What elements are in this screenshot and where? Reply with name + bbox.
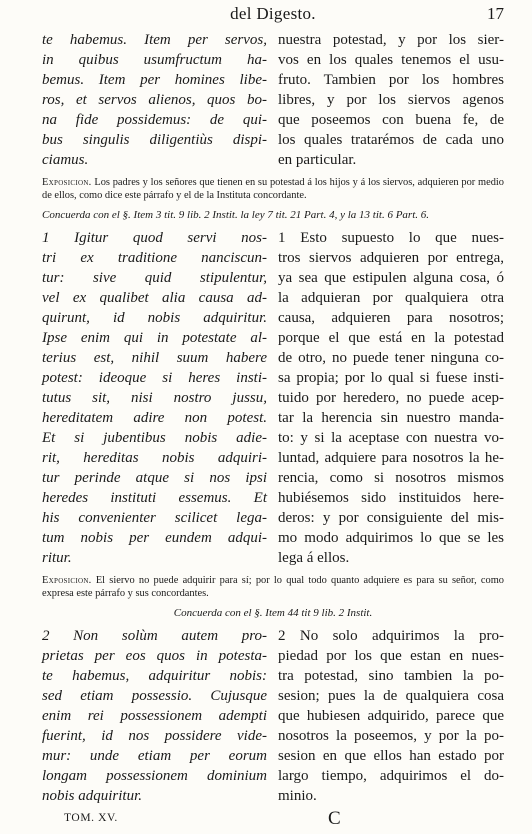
text-line: nuestra potestad, y por los sier- bbox=[278, 32, 504, 48]
text-line: ya sea que estipulen alguna cosa, ó bbox=[278, 270, 504, 286]
text-line: Et si jubentibus nobis adie- bbox=[42, 430, 267, 446]
spanish-column bbox=[278, 626, 504, 806]
text-line: en particular. bbox=[278, 152, 357, 168]
text-line: de otro, no puede tener ninguna co- bbox=[278, 350, 504, 366]
text-line: hereditatem adire non potest. bbox=[42, 410, 267, 426]
text-line: tros siervos adquieren por entrega, bbox=[278, 250, 504, 266]
spanish-column bbox=[278, 228, 504, 568]
latin-column bbox=[42, 30, 267, 170]
parallel-text-block-1 bbox=[42, 30, 504, 170]
text-line: te habemus, adquiritur nobis: bbox=[42, 668, 267, 684]
text-line: fruto. Tambien por los hombres bbox=[278, 72, 504, 88]
text-line: mur: unde etiam per eorum bbox=[42, 748, 267, 764]
text-line: tra potestad, sino tambien la po- bbox=[278, 668, 504, 684]
exposition-text: Los padres y los señores que tienen en su potestad á los hijos y á los siervos, adquieren por medio de ellos, como dice este párrafo y el de la Instituta concordante. bbox=[42, 177, 504, 201]
text-line: na fide possidemus: de qui- bbox=[42, 112, 267, 128]
running-header bbox=[42, 4, 504, 30]
text-line: te habemus. Item per servos, bbox=[42, 32, 267, 48]
text-line: porque el que está en la potestad bbox=[278, 330, 504, 346]
latin-column bbox=[42, 228, 267, 568]
text-line: to: y si la aceptase con nuestra vo- bbox=[278, 430, 504, 446]
text-line: bus singulis diligentiùs dispi- bbox=[42, 132, 267, 148]
text-line: tutus sit, nisi nostro jussu, bbox=[42, 390, 267, 406]
text-line: los quales tratarémos de cada uno bbox=[278, 132, 504, 148]
exposition-note bbox=[42, 574, 504, 600]
running-title: del Digesto. bbox=[230, 4, 316, 23]
exposition-label: Exposicion. bbox=[42, 575, 92, 586]
text-line: fuerint, id nos possidere vide- bbox=[42, 728, 267, 744]
text-line: in quibus usumfructum ha- bbox=[42, 52, 267, 68]
text-line: tur: sive quid stipulentur, bbox=[42, 270, 267, 286]
text-line: 2 Non solùm autem pro- bbox=[42, 628, 267, 644]
text-line: bemus. Item per homines libe- bbox=[42, 72, 267, 88]
signature-mark: C bbox=[328, 808, 341, 829]
text-line: causa, adquieren para nosotros; bbox=[278, 310, 504, 326]
concordance-note: Concuerda con el §. Item 3 tit. 9 lib. 2 Instit. la ley 7 tit. 21 Part. 4, y la 13 tit. 6 Part. 6. bbox=[42, 209, 429, 221]
text-line: la adquieran por qualquiera otra bbox=[278, 290, 504, 306]
text-line: nobis adquiritur. bbox=[42, 788, 143, 804]
text-line: piedad por los que estan en nues- bbox=[278, 648, 504, 664]
volume-number: TOM. XV. bbox=[64, 812, 118, 824]
text-line: nosotros la poseemos, y por la po- bbox=[278, 728, 504, 744]
text-line: longam possessionem dominium bbox=[42, 768, 267, 784]
text-line: enim rei possessionem adempti bbox=[42, 708, 267, 724]
exposition-text: El siervo no puede adquirir para sí; por lo qual todo quanto adquiere es para su señor, como expresa este párrafo y sus concordantes. bbox=[42, 575, 504, 599]
text-line: mo modo adquirimos lo que se les bbox=[278, 530, 504, 546]
text-line: prietas per eos quos in potesta- bbox=[42, 648, 267, 664]
parallel-text-block-2 bbox=[42, 228, 504, 568]
page bbox=[42, 4, 504, 834]
text-line: potest: ideoque si heres insti- bbox=[42, 370, 267, 386]
exposition-note bbox=[42, 176, 504, 202]
text-line: rit, hereditas nobis adquiri- bbox=[42, 450, 267, 466]
text-line: largo tiempo, adquirimos el do- bbox=[278, 768, 504, 784]
parallel-text-block-3 bbox=[42, 626, 504, 806]
text-line: sesion en que ellos han estado por bbox=[278, 748, 504, 764]
text-line: Ipse enim qui in potestate al- bbox=[42, 330, 267, 346]
text-line: sed etiam possessio. Cujusque bbox=[42, 688, 267, 704]
text-line: tur perinde atque si nos ipsi bbox=[42, 470, 267, 486]
text-line: libres, y por los siervos agenos bbox=[278, 92, 504, 108]
text-line: que poseemos con buena fe, de bbox=[278, 112, 504, 128]
text-line: tum nobis per eundem adqui- bbox=[42, 530, 267, 546]
exposition-label: Exposicion. bbox=[42, 177, 92, 188]
page-number: 17 bbox=[487, 4, 504, 23]
text-line: ritur. bbox=[42, 550, 72, 566]
text-line: 1 Esto supuesto lo que nues- bbox=[278, 230, 504, 246]
text-line: quirunt, id nobis adquiritur. bbox=[42, 310, 267, 326]
text-line: 2 No solo adquirimos la pro- bbox=[278, 628, 504, 644]
text-line: his convenienter scilicet lega- bbox=[42, 510, 267, 526]
text-line: terius est, nihil suum habere bbox=[42, 350, 267, 366]
text-line: tuido por heredero, no puede acep- bbox=[278, 390, 504, 406]
text-line: tar la herencia sin nuestro manda- bbox=[278, 410, 504, 426]
text-line: tri ex traditione nanciscun- bbox=[42, 250, 267, 266]
text-line: minio. bbox=[278, 788, 317, 804]
text-line: heredes instituti essemus. Et bbox=[42, 490, 267, 506]
text-line: ciamus. bbox=[42, 152, 89, 168]
concordance-note: Concuerda con el §. Item 44 tit 9 lib. 2 Instit. bbox=[173, 607, 373, 619]
latin-column bbox=[42, 626, 267, 806]
text-line: lega á ellos. bbox=[278, 550, 350, 566]
text-line: 1 Igitur quod servi nos- bbox=[42, 230, 267, 246]
text-line: vos en los quales tenemos el usu- bbox=[278, 52, 504, 68]
text-line: ros, et servos alienos, quos bo- bbox=[42, 92, 267, 108]
text-line: deros: y por consiguiente del mis- bbox=[278, 510, 504, 526]
text-line: luntad, adquiere para nosotros la he- bbox=[278, 450, 504, 466]
text-line: que hubiesen adquirido, parece que bbox=[278, 708, 504, 724]
page-footer bbox=[42, 808, 504, 834]
text-line: rencia, como si nosotros mismos bbox=[278, 470, 504, 486]
text-line: hubiésemos sido instituidos here- bbox=[278, 490, 504, 506]
text-line: vel ex qualibet alia causa ad- bbox=[42, 290, 267, 306]
text-line: sa propia; por lo qual si fuese insti- bbox=[278, 370, 504, 386]
spanish-column bbox=[278, 30, 504, 170]
text-line: sesion; pues la de qualquiera cosa bbox=[278, 688, 504, 704]
